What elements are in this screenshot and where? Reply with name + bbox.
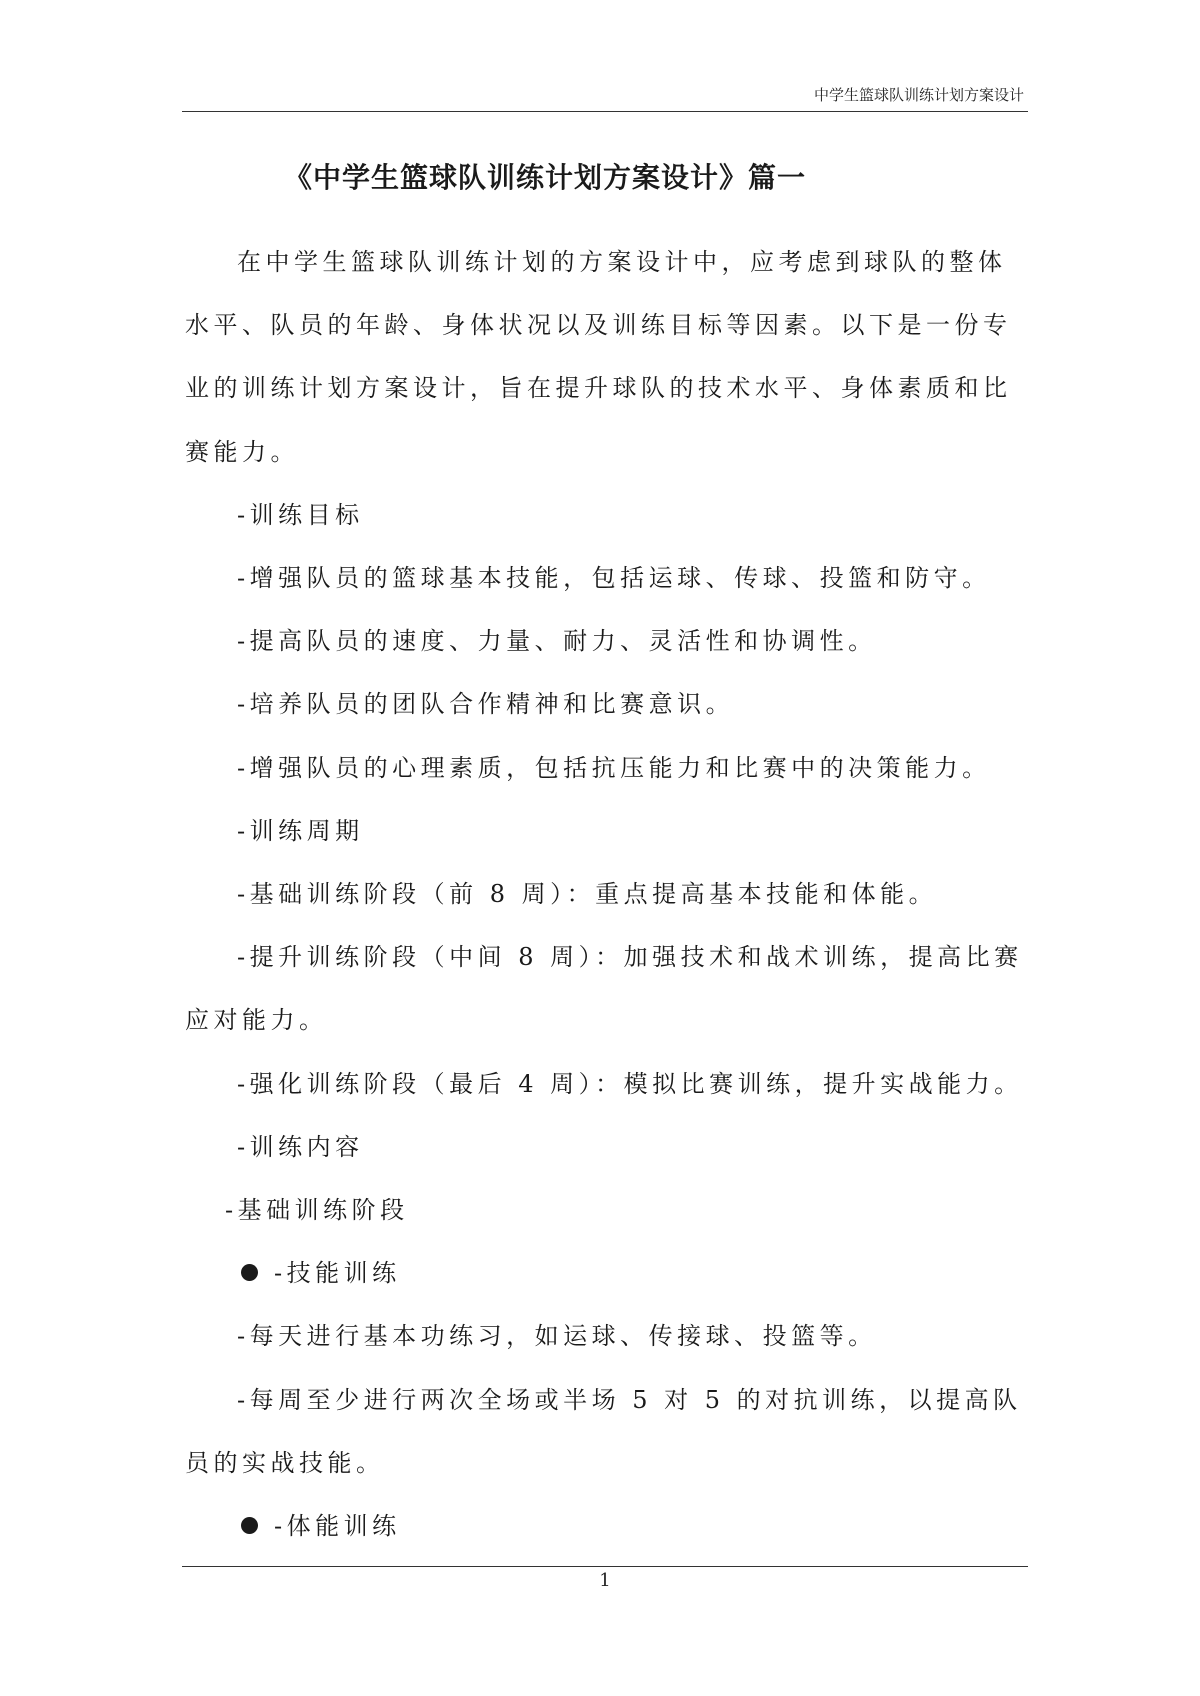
bullet-label: -技能训练 bbox=[274, 1259, 401, 1288]
section-heading-goals: -训练目标 bbox=[237, 500, 364, 529]
bullet-item-fitness bbox=[185, 1495, 1025, 1558]
running-header: 中学生篮球队训练计划方案设计 bbox=[813, 86, 1024, 104]
list-item: -每天进行基本功练习，如运球、传接球、投篮等。 bbox=[237, 1322, 877, 1351]
list-item: -基础训练阶段（前 8 周）：重点提高基本技能和体能。 bbox=[237, 880, 938, 909]
page-number: 1 bbox=[599, 1570, 611, 1591]
bullet-dot-icon bbox=[241, 1264, 258, 1281]
list-item: -增强队员的篮球基本技能，包括运球、传球、投篮和防守。 bbox=[237, 564, 991, 593]
list-item: -增强队员的心理素质，包括抗压能力和比赛中的决策能力。 bbox=[237, 753, 991, 782]
bullet-dot-icon bbox=[241, 1517, 258, 1534]
header-divider bbox=[182, 111, 1028, 112]
section-heading-cycle: -训练周期 bbox=[237, 816, 364, 845]
list-item: -强化训练阶段（最后 4 周）：模拟比赛训练，提升实战能力。 bbox=[237, 1069, 1023, 1098]
intro-paragraph: 在中学生篮球队训练计划的方案设计中，应考虑到球队的整体水平、队员的年龄、身体状况以及训练目标等因素。以下是一份专业的训练计划方案设计，旨在提升球队的技术水平、身体素质和比赛能力。 bbox=[185, 248, 1012, 466]
subsection-heading: -基础训练阶段 bbox=[225, 1196, 409, 1225]
footer-divider bbox=[182, 1566, 1028, 1567]
section-heading-content: -训练内容 bbox=[237, 1132, 364, 1161]
document-title: 《中学生篮球队训练计划方案设计》篇一 bbox=[283, 161, 806, 194]
list-item: -每周至少进行两次全场或半场 5 对 5 的对抗训练，以提高队员的实战技能。 bbox=[185, 1385, 1022, 1477]
list-item: -培养队员的团队合作精神和比赛意识。 bbox=[237, 690, 735, 719]
bullet-item-skills bbox=[185, 1242, 1025, 1305]
list-item: -提升训练阶段（中间 8 周）：加强技术和战术训练，提高比赛应对能力。 bbox=[185, 943, 1023, 1035]
bullet-label: -体能训练 bbox=[274, 1512, 401, 1541]
list-item: -提高队员的速度、力量、耐力、灵活性和协调性。 bbox=[237, 627, 877, 656]
document-body bbox=[185, 231, 1025, 1558]
